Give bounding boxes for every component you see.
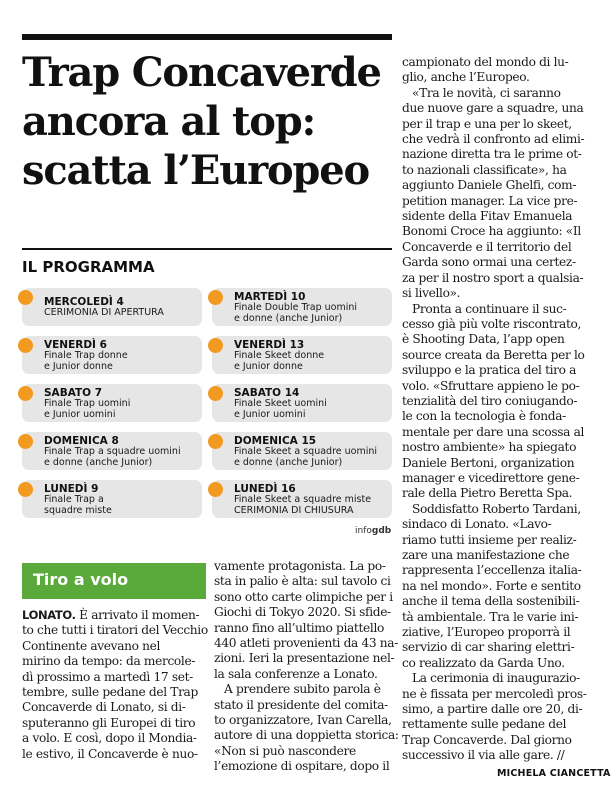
article-line: vamente protagonista. La po- [214, 559, 386, 573]
article-line: «Tra le novità, ci saranno [412, 85, 561, 100]
schedule-desc: Finale Trap a squadre uomini [44, 446, 181, 457]
schedule-item [212, 288, 392, 326]
schedule-desc: Finale Trap a [44, 494, 104, 505]
schedule-day: VENERDÌ 13 [234, 339, 305, 351]
article-dateline: LONATO. [22, 608, 76, 622]
article-line: nazione diretta tra le prime ot- [402, 147, 582, 162]
article-line: che vedrà il confronto ad elimi- [402, 132, 585, 147]
schedule-desc: Finale Skeet a squadre uomini [234, 446, 378, 457]
headline-line-2: ancora al top: [22, 98, 316, 145]
article-line: aggiunto Daniele Ghelfi, com- [402, 178, 577, 193]
article-line: anche il tema della sostenibili- [402, 594, 580, 609]
schedule-item [212, 480, 392, 518]
article-line: za per il nostro sport a qualsia- [402, 270, 584, 285]
article-line: petition manager. La vice pre- [402, 193, 578, 208]
article-line: autore di una doppietta storica: [214, 728, 399, 743]
schedule-item [22, 384, 202, 422]
schedule-day: VENERDÌ 6 [44, 339, 107, 351]
article-text: È arrivato il momen- [75, 608, 200, 622]
article-line: manager e vicedirettore gene- [402, 470, 580, 485]
article-line: volo. «Sfruttare appieno le po- [402, 378, 580, 393]
schedule-desc: Finale Skeet donne [234, 350, 325, 361]
article-line: sidente della Fitav Emanuela [402, 209, 573, 224]
article-line: Soddisfatto Roberto Tardani, [412, 501, 581, 516]
schedule-item [22, 336, 202, 374]
article-line [22, 608, 206, 623]
schedule-day: SABATO 14 [234, 387, 300, 399]
orange-dot-icon [208, 290, 223, 305]
article-line: source creata da Beretta per lo [402, 347, 585, 362]
article-column-3 [402, 55, 592, 764]
schedule-desc: e Junior donne [234, 360, 303, 372]
article-line: sono otto carte olimpiche per i [214, 589, 393, 604]
schedule-desc: Finale Trap donne [44, 350, 128, 361]
article-line: tembre, sulle pedane del Trap [22, 685, 198, 700]
article-line: sputeranno gli Europei di tiro [22, 715, 196, 730]
schedule-day: MERCOLEDÌ 4 [44, 296, 124, 308]
article-line: Concaverde di Lonato, si di- [22, 700, 186, 715]
schedule-day: DOMENICA 8 [44, 435, 119, 447]
orange-dot-icon [18, 290, 33, 305]
article-line: La cerimonia di inaugurazio- [412, 671, 580, 686]
article-line: Daniele Bertoni, organization [402, 455, 575, 470]
schedule-desc: e Junior donne [44, 360, 113, 372]
article-line: na nel mondo». Forte e sentito [402, 578, 581, 593]
schedule-day: MARTEDÌ 10 [234, 291, 306, 303]
article-line: Pronta a continuare il suc- [412, 301, 567, 316]
article-line: ne è fissata per mercoledì pros- [402, 686, 587, 701]
article-line: ranno fino all’ultimo piattello [214, 620, 384, 635]
article-line: campionato del mondo di lu- [402, 55, 569, 69]
article-line: stato il presidente del comita- [214, 697, 388, 712]
orange-dot-icon [18, 482, 33, 497]
article-line: mentale per dare una scossa al [402, 424, 585, 439]
schedule-item [212, 336, 392, 374]
article-line: nostro ambiente» ha spiegato [402, 440, 577, 455]
article-line: riamo tutti insieme per realiz- [402, 532, 577, 547]
programma-rule [22, 248, 392, 250]
programma-title: IL PROGRAMMA [22, 258, 155, 276]
article-line: due nuove gare a squadre, una [402, 101, 584, 116]
schedule-item [22, 288, 202, 326]
orange-dot-icon [18, 434, 33, 449]
article-line: sindaco di Lonato. «Lavo- [402, 517, 552, 532]
article-line: Trap Concaverde. Dal giorno [402, 732, 572, 747]
article-line: cesso già più volte riscontrato, [402, 316, 582, 331]
schedule-desc: e donne (anche Junior) [234, 312, 343, 324]
article-line: le estivo, il Concaverde è nuo- [22, 746, 198, 761]
schedule-desc: squadre miste [44, 504, 112, 516]
article-line: A prendere subito parola è [224, 682, 381, 697]
article-line: mirino da tempo: da mercole- [22, 654, 196, 669]
article-line: 440 atleti provenienti da 43 na- [214, 636, 398, 651]
article-line: tà ambientale. Tra le varie ini- [402, 609, 579, 624]
infographic-credit [355, 526, 391, 536]
article-line: simo, a partire dalle ore 20, di- [402, 702, 583, 717]
article-line: to organizzatore, Ivan Carella, [214, 713, 392, 728]
schedule-desc: e donne (anche Junior) [234, 456, 343, 468]
author-signature: MICHELA CIANCETTA [497, 768, 611, 779]
schedule-day: LUNEDÌ 16 [234, 483, 296, 495]
orange-dot-icon [18, 386, 33, 401]
schedule-item [212, 432, 392, 470]
credit-prefix: info [355, 526, 372, 536]
article-line: «Non si può nascondere [214, 743, 356, 758]
article-line: co realizzato da Garda Uno. [402, 655, 565, 670]
schedule-desc: e Junior uomini [44, 408, 116, 420]
schedule-day: LUNEDÌ 9 [44, 483, 99, 495]
article-line: Concaverde e il territorio del [402, 239, 572, 254]
schedule-desc: CERIMONIA DI APERTURA [44, 307, 164, 318]
article-line: servizio di car sharing elettri- [402, 640, 575, 655]
article-line: to che tutti i tiratori del Vecchio [22, 623, 208, 638]
article-line: sviluppo e la pratica del tiro a [402, 363, 577, 378]
schedule-item [22, 480, 202, 518]
article-line: to nazionali classificate», ha [402, 162, 567, 177]
schedule-desc: Finale Trap uomini [44, 398, 131, 409]
article-line: rale della Pietro Beretta Spa. [402, 486, 573, 501]
article-line: Bonomi Croce ha aggiunto: «Il [402, 224, 581, 239]
orange-dot-icon [208, 386, 223, 401]
schedule-desc: Finale Skeet uomini [234, 398, 327, 409]
article-line: tenzialità del tiro coniugando- [402, 393, 578, 408]
schedule-day: SABATO 7 [44, 387, 103, 399]
article-line: a volo. E così, dopo il Mondia- [22, 731, 197, 746]
article-line: zioni. Ieri la presentazione nel- [214, 651, 395, 666]
schedule-desc: Finale Double Trap uomini [234, 302, 358, 313]
headline-line-3: scatta l’Europeo [22, 147, 369, 194]
article-line: la sala conferenze a Lonato. [214, 666, 378, 681]
schedule-day: DOMENICA 15 [234, 435, 317, 447]
orange-dot-icon [208, 434, 223, 449]
article-line: ziative, l’Europeo proporrà il [402, 625, 571, 640]
article-line: Continente avevano nel [22, 638, 161, 653]
article-line: è Shooting Data, l’app open [402, 332, 565, 347]
schedule-item [212, 384, 392, 422]
top-rule [22, 34, 392, 40]
article-column-1 [22, 608, 206, 762]
schedule-desc: e Junior uomini [234, 408, 306, 420]
article-line: le con la tecnologia è fonda- [402, 409, 566, 424]
orange-dot-icon [208, 482, 223, 497]
article-line: Garda sono ormai una certez- [402, 255, 576, 270]
article-column-2 [214, 559, 399, 775]
headline [22, 48, 397, 195]
article-line: glio, anche l’Europeo. [402, 70, 530, 85]
schedule-desc: CERIMONIA DI CHIUSURA [234, 504, 354, 516]
article-line: rettamente sulle pedane del [402, 717, 567, 732]
article-line: sta in palio è alta: sul tavolo ci [214, 574, 391, 589]
article-line: zare una manifestazione che [402, 548, 570, 562]
orange-dot-icon [18, 338, 33, 353]
article-line: Giochi di Tokyo 2020. Si sfide- [214, 605, 391, 620]
schedule-desc: e donne (anche Junior) [44, 456, 153, 468]
schedule-desc: Finale Skeet a squadre miste [234, 494, 372, 505]
programma-grid [22, 288, 392, 520]
schedule-item [22, 432, 202, 470]
section-title: Tiro a volo [33, 570, 129, 589]
article-line: l’emozione di ospitare, dopo il [214, 759, 390, 774]
section-banner [22, 563, 206, 599]
article-line: si livello». [402, 286, 461, 301]
credit-brand: gdb [371, 526, 392, 536]
article-line: rappresenta l’eccellenza italia- [402, 563, 582, 578]
article-line: per il trap e una per lo skeet, [402, 116, 572, 131]
article-line: successivo il via alle gare. // [402, 748, 565, 763]
orange-dot-icon [208, 338, 223, 353]
article-line: dì prossimo a martedì 17 set- [22, 669, 193, 684]
headline-line-1: Trap Concaverde [22, 49, 381, 96]
